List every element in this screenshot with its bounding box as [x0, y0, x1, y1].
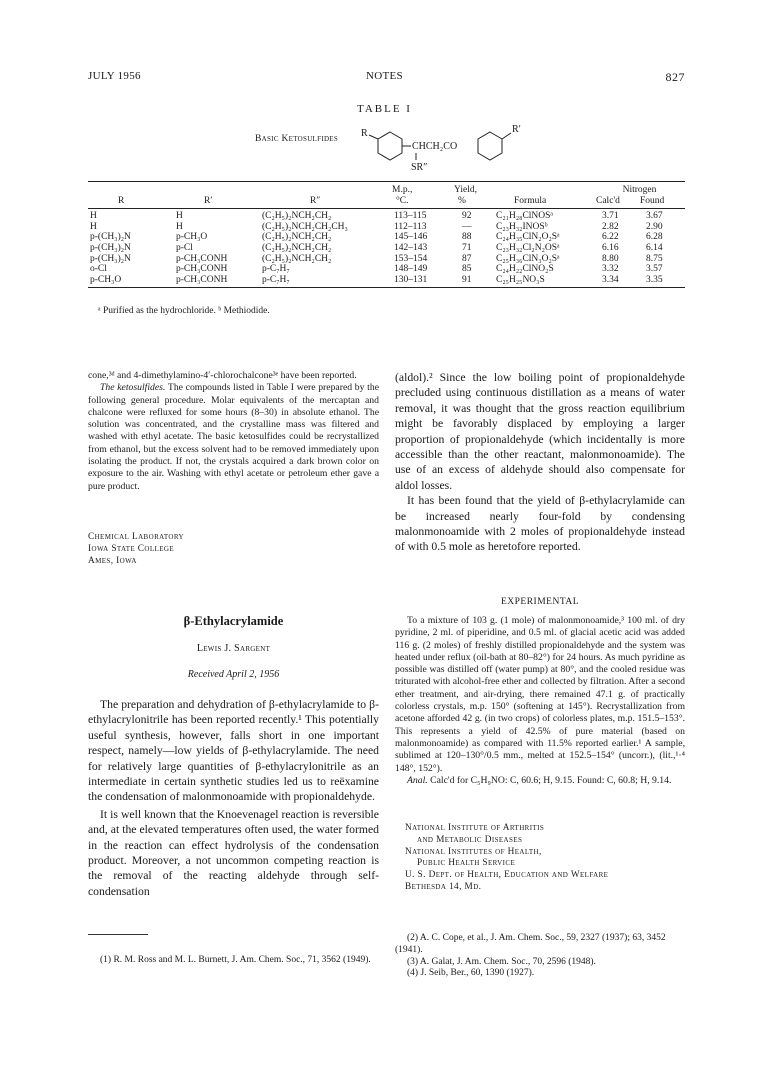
table-footnote: ᵃ Purified as the hydrochloride. ᵇ Methiodide.	[98, 306, 270, 316]
article-body-left	[88, 697, 379, 899]
structure-r-label: R	[361, 128, 368, 139]
analysis-paragraph	[395, 775, 685, 787]
footnote-rule	[88, 934, 148, 935]
cell-found: 3.35	[638, 275, 685, 288]
cell-r: p-CH₃O	[88, 275, 174, 288]
cell-calcd: 6.16	[602, 242, 619, 253]
cell-calcd: 8.80	[602, 253, 619, 264]
article-paragraph-2: It is well known that the Knoevenagel reaction is reversible and, at the elevated temperatures often used, the water formed in the reaction can effect hydrolysis of the condensation product. Moreover, a not uncommon competing reaction is the removal of the reacting aldehyde through self-condensation	[88, 807, 379, 898]
footnote-2: (2) A. C. Cope, et al., J. Am. Chem. Soc., 59, 2327 (1937); 63, 3452 (1941).	[395, 933, 666, 955]
cell-rp: p-CH₃CONH	[174, 275, 260, 288]
running-header-section: NOTES	[366, 70, 403, 82]
cell-rp: p-CH₃CONH	[176, 253, 228, 264]
cell-r: o-Cl	[90, 264, 107, 275]
anal-label: Anal.	[407, 774, 428, 786]
cell-formula: C₂₄H₃₅ClN₂O₂Sᵃ	[496, 232, 560, 243]
cell-calcd: 3.71	[602, 211, 619, 222]
affiliation-line: National Institute of Arthritis	[405, 823, 545, 833]
cell-rpp: (C₂H₅)₂NCH₂CH₂CH₃	[262, 221, 348, 232]
structure-chain-label: CHCH₂CO	[412, 141, 458, 152]
anal-text: Calc'd for C₅H₉NO: C, 60.6; H, 9.15. Found: C, 60.8; H, 9.14.	[427, 774, 672, 786]
article-author: Lewis J. Sargent	[196, 643, 271, 654]
table-row	[88, 275, 685, 288]
cell-yield: 85	[462, 264, 472, 275]
col-calcd-header: Calc'd	[594, 196, 638, 209]
cell-r: p-(CH₃)₂N	[90, 242, 131, 253]
table-row	[88, 232, 685, 243]
cell-calcd: 6.22	[602, 232, 619, 243]
cell-yield: 71	[462, 242, 472, 253]
experimental-paragraph: To a mixture of 103 g. (1 mole) of malonmonoamide,³ 100 ml. of dry pyridine, 2 ml. of piperidine, and 0.5 ml. of glacial acetic acid was added 116 g. (2 moles) of freshly distilled propionaldehyde and the system was heated under reflux (oil-bath at 80–82°) for 24 hours. As much pyridine as possible was distilled off (water pump) at 80°, and the cooled residue was triturated with alcohol-free ether and collected by filtration. After a second ether treatment, and air-drying, there remained 47.1 g. of practically colorless crystals, m.p. 150° (softening at 145°). Recrystallization from acetone afforded 42 g. (in two crops) of colorless plates, m.p. 151.5–153°. This represents a yield of 42.5% of pure material (based on malonmonoamide) as compared with 11.5% reported earlier.¹ A sample, sublimed at 120–130°/0.5 mm., melted at 152.5–154° (uncorr.), (lit.,¹·⁴ 148°, 152°).	[395, 615, 685, 774]
footnote-1: (1) R. M. Ross and M. L. Burnett, J. Am. Chem. Soc., 71, 3562 (1949).	[100, 955, 371, 965]
cell-r: p-(CH₃)₂N	[90, 253, 131, 264]
cell-found: 3.67	[646, 211, 663, 222]
experimental-body	[395, 615, 685, 787]
table-row	[88, 243, 685, 254]
cell-rpp: p-C₇H₇	[260, 275, 390, 288]
left-top-paragraph-2	[88, 382, 379, 493]
cell-mp: 112–113	[394, 221, 427, 232]
cell-calcd: 2.82	[602, 221, 619, 232]
article-paragraph-1: The preparation and dehydration of β-ethylacrylamide to β-ethylacrylonitrile has been reported recently.¹ This potentially useful synthesis, however, falls short in one important respect, namely—low yields of β-ethylacrylamide. The need for relatively large quantities of β-ethylacrylonitrile as an intermediate in certain synthetic studies led us to reëxamine the condensation of malonmonoamide with propionaldehyde.	[88, 698, 379, 804]
col-mp-unit: °C.	[390, 196, 452, 209]
table-caption	[255, 134, 338, 144]
affiliation-line: National Institutes of Health,	[405, 846, 542, 857]
cell-found: 3.57	[646, 264, 663, 275]
cell-yield: 92	[462, 211, 472, 222]
affiliation-line: Ames, Iowa	[88, 555, 137, 566]
affiliation-line: Iowa State College	[88, 543, 175, 554]
col-rp-header: R′	[174, 196, 260, 209]
cell-yield: 91	[452, 275, 494, 288]
cell-yield: —	[462, 221, 472, 232]
table-row	[88, 254, 685, 265]
table-row	[88, 222, 685, 233]
cell-formula: C₂₅H₂₅NO₃S	[494, 275, 594, 288]
cell-formula: C₂₄H₂₂ClNO₂S	[496, 264, 554, 275]
article-body-right	[395, 370, 685, 555]
cell-calcd: 3.34	[594, 275, 638, 288]
cell-rp: H	[176, 221, 183, 232]
affiliation-line: Public Health Service	[417, 858, 516, 869]
col-mp-header: M.p.,	[392, 185, 413, 195]
col-yield-unit: %	[452, 196, 494, 209]
cell-rp: p-Cl	[176, 242, 193, 253]
cell-formula: C₂₁H₂₈ClNOSᵃ	[496, 211, 554, 222]
page-number: 827	[665, 70, 685, 84]
ketosulfides-table	[88, 181, 685, 288]
cell-found: 2.90	[646, 221, 663, 232]
left-top-text	[88, 370, 379, 493]
experimental-heading: EXPERIMENTAL	[500, 597, 580, 607]
structure-rp-label: R′	[512, 124, 521, 135]
footnote-4: (4) J. Seib, Ber., 60, 1390 (1927).	[407, 968, 535, 979]
affiliation-iowa	[88, 532, 184, 567]
article-title: β-Ethylacrylamide	[183, 614, 284, 628]
cell-mp: 153–154	[394, 253, 428, 264]
col-formula-header: Formula	[494, 196, 594, 209]
cell-r: H	[90, 211, 97, 222]
cell-rpp: (C₂H₅)₂NCH₂CH₂	[262, 242, 332, 253]
col-nitrogen-header: Nitrogen	[622, 185, 657, 195]
footnote-3: (3) A. Galat, J. Am. Chem. Soc., 70, 2596 (1948).	[407, 956, 596, 967]
cell-found: 6.14	[646, 242, 663, 253]
cell-r: H	[90, 221, 97, 232]
right-paragraph-2: It has been found that the yield of β-ethylacrylamide can be increased nearly four-fold by condensing malonmonoamide with 2 moles of propionaldehyde instead of with 0.5 mole as heretofore reported.	[395, 494, 685, 554]
cell-yield: 88	[462, 232, 472, 243]
cell-found: 6.28	[646, 232, 663, 243]
left-top-paragraph-1: cone,³ᵈ and 4-dimethylamino-4′-chlorochalcone³ᵉ have been reported.	[88, 370, 357, 381]
cell-formula: C₂₅H₃₆ClN₃O₂Sᵃ	[496, 253, 560, 264]
cell-rpp: (C₂H₅)₂NCH₂CH₂	[262, 253, 332, 264]
cell-rpp: p-C₇H₇	[262, 264, 290, 275]
table-caption-text: Basic Ketosulfides	[255, 134, 339, 144]
col-yield-header: Yield,	[454, 185, 477, 195]
cell-formula: C₂₃H₃₂INOSᵇ	[496, 221, 548, 232]
cell-rp: H	[176, 211, 183, 222]
affiliation-line: Chemical Laboratory	[88, 532, 184, 542]
cell-r: p-(CH₃)₂N	[90, 232, 131, 243]
col-r-header: R	[88, 196, 174, 209]
ketosulfides-runin: The ketosulfides.	[100, 382, 166, 394]
cell-mp: 142–143	[394, 242, 428, 253]
affiliation-line: and Metabolic Diseases	[417, 834, 523, 845]
cell-rpp: (C₂H₅)₂NCH₂CH₂	[262, 232, 332, 243]
col-rpp-header: R″	[260, 196, 390, 209]
cell-formula: C₂₃H₃₂Cl₂N₂OSᵃ	[496, 242, 560, 253]
right-paragraph-1: (aldol).² Since the low boiling point of propionaldehyde precluded using continuous distillation as a means of water removal, it was thought that the gross reaction equilibrium might be favorably displaced by employing a larger proportion of propionaldehyde (which incidentally is more accessible than the other reactant, malonmonoamide). The use of an excess of aldehyde should also compensate for aldol losses.	[395, 371, 685, 492]
cell-rpp: (C₂H₅)₂NCH₂CH₂	[262, 211, 332, 222]
cell-mp: 148–149	[394, 264, 428, 275]
table-title: TABLE I	[357, 103, 412, 115]
cell-mp: 130–131	[390, 275, 452, 288]
table-row	[88, 209, 685, 222]
table-row	[88, 264, 685, 275]
cell-mp: 113–115	[394, 211, 427, 222]
affiliation-nih	[405, 823, 608, 894]
affiliation-line: Bethesda 14, Md.	[405, 881, 482, 892]
cell-rp: p-CH₃O	[176, 232, 208, 243]
footnotes-right	[395, 933, 685, 980]
cell-rp: p-CH₃CONH	[176, 264, 228, 275]
received-date: Received April 2, 1956	[187, 669, 280, 680]
structure-sr-label: SR″	[411, 162, 428, 173]
col-found-header: Found	[638, 196, 685, 209]
left-top-paragraph-2-text: The compounds listed in Table I were prepared by the following general procedure. Molar equivalents of the mercaptan and chalcone were refluxed for some hours (8–30) in absolute ethanol. The solution was concentrated, and the crystalline mass was filtered and washed with ethyl acetate. The basic ketosulfides could be recrystallized from ethanol, but the excess solvent had to be removed immediately upon isolating the product. If not, the crystals acquired a dark brown color on exposure to the air. Washing with ethyl acetate or petroleum ether gave a pure product.	[88, 382, 379, 492]
affiliation-line: U. S. Dept. of Health, Education and Welfare	[405, 870, 609, 881]
cell-found: 8.75	[646, 253, 663, 264]
cell-yield: 87	[462, 253, 472, 264]
cell-mp: 145–146	[394, 232, 428, 243]
cell-calcd: 3.32	[602, 264, 619, 275]
running-header-date: JULY 1956	[88, 70, 141, 82]
